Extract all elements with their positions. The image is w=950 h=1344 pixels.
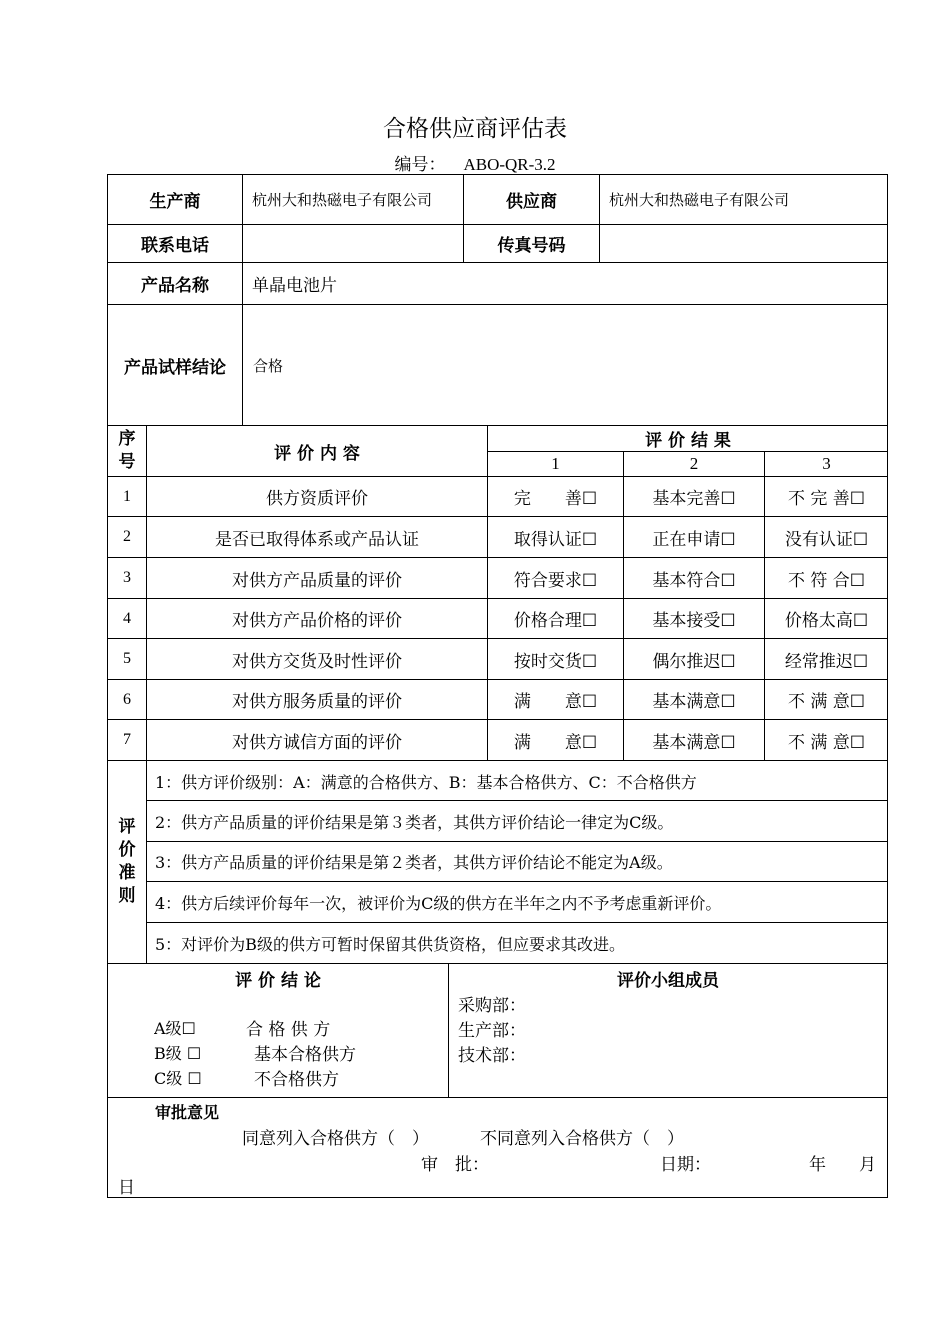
grade-c-desc: 不合格供方 bbox=[254, 1069, 339, 1088]
fax-label: 传真号码 bbox=[497, 236, 566, 256]
grade-c: C级 ☐ bbox=[154, 1068, 202, 1088]
eval-row-result-1: 价格合理☐ bbox=[513, 611, 598, 631]
page-title: 合格供应商评估表 bbox=[383, 116, 567, 142]
eval-row-result-1: 符合要求☐ bbox=[513, 570, 598, 591]
eval-row-number: 2 bbox=[123, 528, 131, 545]
team-member-technical: 技术部： bbox=[458, 1045, 526, 1065]
eval-row-number: 6 bbox=[123, 690, 131, 708]
eval-row-result-2: 基本接受☐ bbox=[652, 611, 736, 631]
date-label: 日期： bbox=[660, 1154, 711, 1174]
result-col-2: 2 bbox=[689, 454, 699, 473]
approval-disagree: 不同意列入合格供方（ ） bbox=[480, 1128, 684, 1148]
eval-row-result-3: 价格太高☐ bbox=[784, 611, 869, 631]
conclusion-header: 评 价 结 论 bbox=[235, 970, 321, 990]
eval-row-content: 对供方交货及时性评价 bbox=[232, 651, 402, 672]
eval-row-content: 供方资质评价 bbox=[266, 489, 368, 509]
eval-row-result-1: 满 意☐ bbox=[513, 732, 598, 753]
criteria-item-3: 3：供方产品质量的评价结果是第２类者，其供方评价结论不能定为A级。 bbox=[155, 853, 673, 872]
eval-row-content: 是否已取得体系或产品认证 bbox=[215, 529, 419, 550]
phone-label: 联系电话 bbox=[141, 236, 209, 256]
date-year: 年 bbox=[809, 1154, 826, 1174]
supplier-label: 供应商 bbox=[506, 192, 557, 212]
eval-row-result-1: 取得认证☐ bbox=[513, 529, 598, 550]
date-month: 月 bbox=[859, 1154, 876, 1174]
eval-row-result-2: 基本满意☐ bbox=[652, 692, 736, 712]
eval-row-result-1: 完 善☐ bbox=[513, 489, 598, 509]
result-col-1: 1 bbox=[551, 454, 560, 473]
eval-row-result-3: 不 满 意☐ bbox=[787, 732, 866, 753]
grade-b-desc: 基本合格供方 bbox=[254, 1044, 356, 1063]
criteria-item-1: 1：供方评价级别：A：满意的合格供方、B：基本合格供方、C：不合格供方 bbox=[155, 772, 697, 792]
eval-row-result-3: 不 满 意☐ bbox=[787, 692, 866, 712]
form-code bbox=[0, 150, 950, 175]
supplier-value: 杭州大和热磁电子有限公司 bbox=[609, 191, 790, 209]
eval-row-content: 对供方产品价格的评价 bbox=[232, 611, 402, 631]
fax-value bbox=[609, 225, 887, 262]
manufacturer-label: 生产商 bbox=[149, 192, 201, 212]
approval-agree: 同意列入合格供方（ ） bbox=[242, 1128, 429, 1148]
eval-row-content: 对供方诚信方面的评价 bbox=[232, 732, 402, 753]
approval-header: 审批意见 bbox=[155, 1102, 220, 1122]
eval-row-number: 7 bbox=[123, 731, 131, 748]
criteria-label: 评价准则 bbox=[118, 817, 136, 906]
eval-row-result-2: 基本满意☐ bbox=[652, 732, 736, 753]
grade-a: A级☐ bbox=[154, 1018, 196, 1038]
result-header: 评 价 结 果 bbox=[645, 431, 731, 451]
eval-row-result-1: 满 意☐ bbox=[513, 692, 598, 712]
trial-conclusion-value: 合格 bbox=[253, 356, 284, 375]
eval-row-result-1: 按时交货☐ bbox=[513, 651, 598, 672]
criteria-item-4: 4：供方后续评价每年一次，被评价为C级的供方在半年之内不予考虑重新评价。 bbox=[155, 893, 722, 913]
form-code-label: 编号： bbox=[394, 155, 446, 175]
eval-row-result-2: 基本符合☐ bbox=[652, 570, 736, 591]
grade-b: B级 ☐ bbox=[154, 1043, 202, 1063]
eval-row-result-3: 没有认证☐ bbox=[784, 529, 869, 550]
eval-row-result-3: 经常推迟☐ bbox=[784, 651, 869, 672]
trial-conclusion-label: 产品试样结论 bbox=[124, 357, 226, 378]
eval-row-number: 3 bbox=[123, 569, 131, 586]
team-member-production: 生产部： bbox=[458, 1020, 526, 1040]
eval-row-content: 对供方产品质量的评价 bbox=[232, 570, 402, 591]
content-header: 评 价 内 容 bbox=[274, 443, 360, 464]
date-day: 日 bbox=[118, 1177, 135, 1196]
eval-row-result-2: 基本完善☐ bbox=[652, 489, 736, 509]
seq-header: 序号 bbox=[118, 429, 136, 472]
criteria-item-2: 2：供方产品质量的评价结果是第３类者，其供方评价结论一律定为C级。 bbox=[155, 812, 674, 832]
eval-row-number: 1 bbox=[123, 487, 131, 505]
manufacturer-value: 杭州大和热磁电子有限公司 bbox=[252, 191, 433, 209]
product-label: 产品名称 bbox=[141, 276, 209, 296]
phone-value bbox=[252, 225, 462, 262]
eval-row-result-2: 正在申请☐ bbox=[652, 529, 736, 550]
product-value: 单晶电池片 bbox=[252, 276, 337, 296]
approver-label: 审 批： bbox=[421, 1154, 489, 1174]
criteria-item-5: 5：对评价为B级的供方可暂时保留其供货资格，但应要求其改进。 bbox=[155, 934, 625, 954]
grade-a-desc: 合 格 供 方 bbox=[246, 1019, 331, 1038]
eval-row-result-2: 偶尔推迟☐ bbox=[652, 651, 736, 672]
form-code-value: ABO-QR-3.2 bbox=[463, 155, 556, 174]
result-col-3: 3 bbox=[822, 454, 831, 473]
eval-row-number: 4 bbox=[123, 609, 131, 627]
eval-row-content: 对供方服务质量的评价 bbox=[232, 692, 402, 712]
team-header: 评价小组成员 bbox=[617, 970, 719, 990]
team-member-purchasing: 采购部： bbox=[458, 995, 526, 1015]
eval-row-number: 5 bbox=[123, 650, 131, 667]
eval-row-result-3: 不 完 善☐ bbox=[787, 489, 866, 509]
eval-row-result-3: 不 符 合☐ bbox=[787, 570, 866, 591]
